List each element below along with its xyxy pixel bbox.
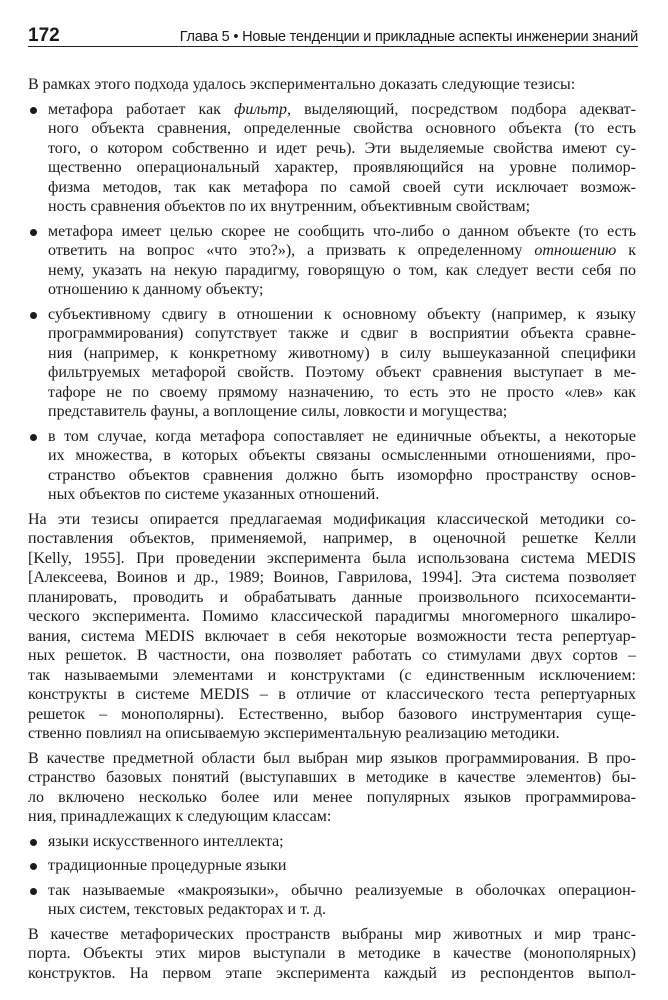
text-line: ческого эксперимента. Помимо классической парадигмы многомерного шкалиро- [28,608,636,625]
text-line: в том случае, когда метафора сопоставляет не единичные объекты, а некоторые [48,427,636,445]
text-line: щественно операциональный характер, проявляющийся на уровне полимор- [48,159,636,176]
text-line: нему, указать на некую парадигму, говорящую о том, как следует вести себя по [48,261,636,279]
text-line: конструкты в системе MEDIS – в отличие от классического теста репертуарных [28,686,636,703]
text-line: их множества, в которых объекты связаны осмысленными отношениями, про- [48,447,636,464]
text-line: ния (например, к конкретному животному) в силу вышеуказанной специфики [48,344,636,362]
bullet-icon [30,863,37,870]
paragraph [28,510,636,744]
text-line: представитель фауны, а воплощение силы, ловкости и могущества; [48,403,508,420]
text-line [48,241,636,261]
text-line: ного объекта сравнения, определенные свойства основного объекта (то есть [48,120,636,137]
text-line: На эти тезисы опирается предлагаемая модификация классической методики со- [28,510,636,528]
emphasized-term: отношению [534,242,617,259]
text-line: ственно повлиял на описываемую экспериментальную реализацию методики. [28,725,560,742]
text-line: ло включено несколько более или менее популярных языков программирова- [28,788,636,806]
text-line: поставления объектов, применяемой, например, в оценочной решетке Келли [28,530,636,547]
text-line: ность сравнения объектов по их внутренним, объективным свойствам; [48,198,531,215]
bullet-icon [30,839,37,846]
text-line: планировать, проводить и обрабатывать данные произвольного психосеманти- [28,588,636,606]
emphasized-term: фильтр, [234,100,291,118]
text-line: конструктов. На первом этапе эксперимента каждый из респондентов выпол- [28,964,636,982]
text-segment: к [616,242,636,259]
bullet-icon [30,229,37,236]
text-segment: ответить на вопрос «что это?»), а призвать к определенному [48,242,535,259]
paragraph [28,749,636,827]
text-line: отношению к данному объекту; [48,281,264,298]
bullet-item [28,305,636,422]
bullet-item [28,100,636,217]
text-line: метафора имеет целью скорее не сообщить что-либо о данном объекте (то есть [48,222,636,240]
text-line: [Kelly, 1955]. При проведении эксперимента была использована система MEDIS [28,549,636,567]
text-line: странство базовых понятий (выступавших в методике в качестве элементов) бы- [28,769,636,786]
running-title: Глава 5 • Новые тенденции и прикладные аспекты инженерии знаний [179,29,638,45]
text-line: решеток – монополярны). Естественно, выбор базового инструментария суще- [28,705,636,723]
text-line: ных объектов по системе указанных отношений. [48,486,380,503]
text-segment: выделяющий, посредством подбора адекват- [291,100,636,118]
bullet-icon [30,888,37,895]
text-line: ных систем, текстовых редакторах и т. д. [48,901,327,918]
text-line: ных решеток. В частности, она позволяет работать со стимулами двух сортов – [28,647,636,664]
running-header [28,24,638,47]
text-line: В качестве предметной области был выбран мир языков программирования. В про- [28,749,636,767]
text-line: так называемые «макроязыки», обычно реализуемые в оболочках операцион- [48,881,636,899]
bullet-item [28,222,636,300]
text-line: В качестве метафорических пространств выбраны мир животных и мир транс- [28,925,636,943]
text-line [48,100,636,120]
bullet-item [28,881,636,920]
paragraph [28,75,636,95]
bullet-item [28,832,636,852]
text-line: программирования) сопутствует также и сдвиг в восприятии объекта сравне- [48,325,636,342]
text-line: физма методов, так как метафора по самой своей сути исключает возмож- [48,178,636,196]
text-line: странство объектов сравнения должно быть изоморфно пространству основ- [48,466,636,484]
page-body [28,75,636,988]
text-line: того, о котором собственно и идет речь). Эти выделяемые свойства имеют су- [48,139,636,157]
paragraph [28,925,636,984]
text-line: так называемыми элементами и конструктами (с единственным исключением: [28,666,636,684]
text-line: ния, принадлежащих к следующим классам: [28,808,332,825]
text-line: тафоре не по своему прямому назначению, то есть это не просто «лев» как [48,383,636,401]
bullet-item [28,856,636,876]
text-line: [Алексеева, Воинов и др., 1989; Воинов, Гаврилова, 1994]. Эта система позволяет [28,569,636,586]
page-number: 172 [28,25,60,46]
text-line: традиционные процедурные языки [48,857,287,874]
text-line: языки искусственного интеллекта; [48,832,284,850]
bullet-icon [30,312,37,319]
bullet-icon [30,107,37,114]
text-segment: метафора работает как [48,100,235,118]
text-line: порта. Объекты этих миров выступали в методике в качестве (монополярных) [28,945,636,962]
text-line: вания, система MEDIS включает в себя некоторые возможности теста репертуар- [28,627,636,645]
text-line: фильтруемых метафорой свойств. Поэтому объект сравнения выступает в ме- [48,364,636,381]
bullet-icon [30,434,37,441]
bullet-item [28,427,636,505]
text-line: субъективному сдвигу в отношении к основному объекту (например, к языку [48,305,636,323]
text-line: В рамках этого подхода удалось экспериментально доказать следующие тезисы: [28,76,576,93]
